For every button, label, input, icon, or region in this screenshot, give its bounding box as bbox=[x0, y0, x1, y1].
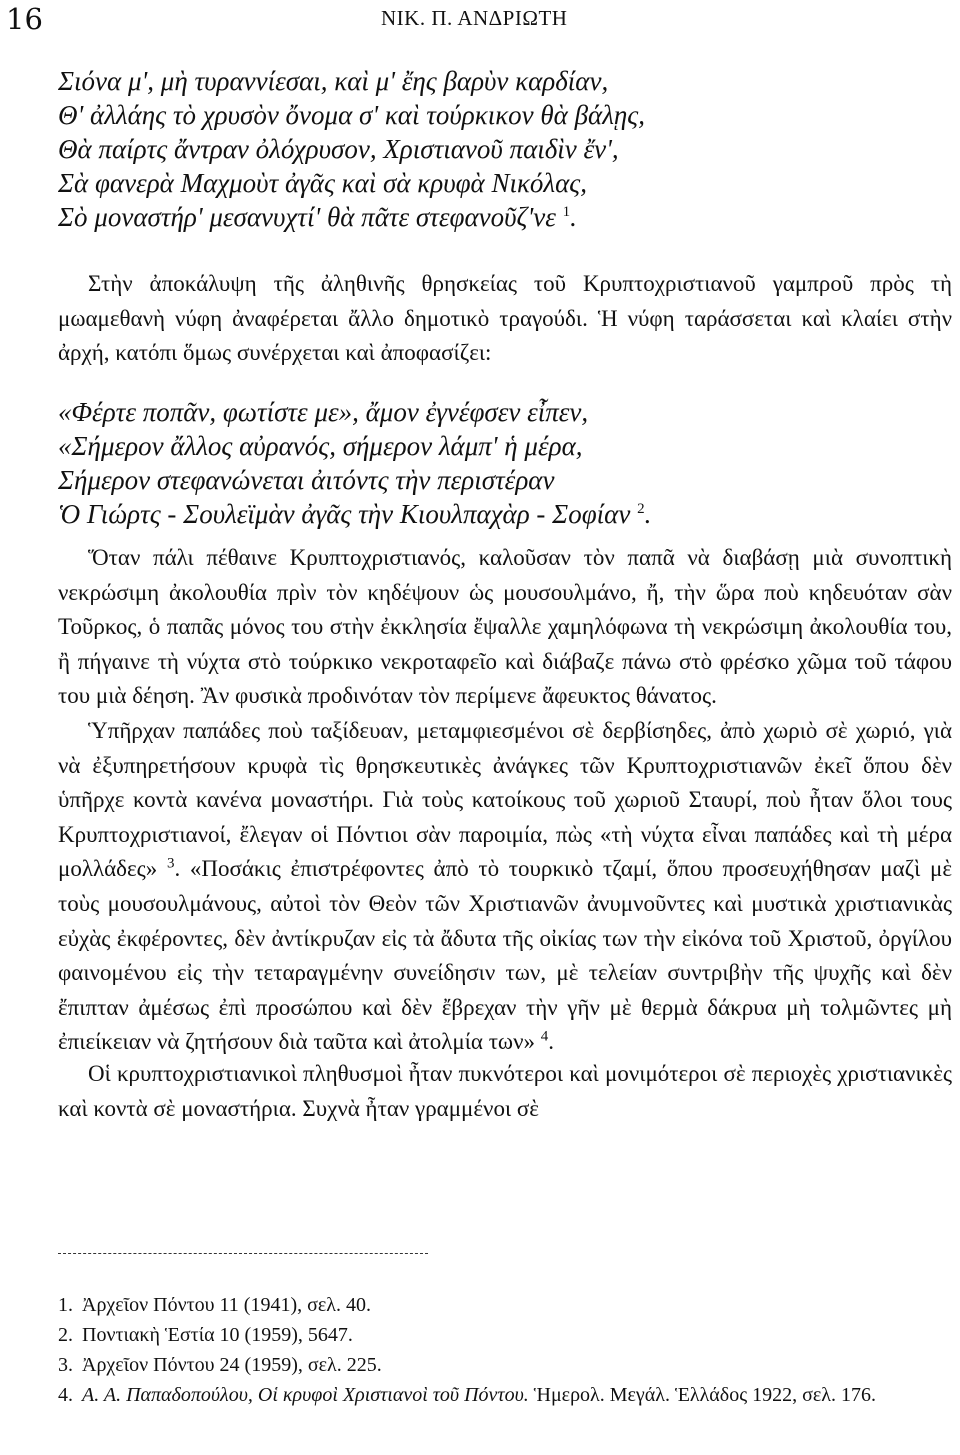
footnote-ref: 1 bbox=[562, 204, 571, 220]
footnote-divider bbox=[58, 1253, 428, 1254]
poem-line: Ὁ Γιώρτς - Σουλεϊμὰν ἀγᾶς τὴν Κιουλπαχὰρ - Σοφίαν $^2$. bbox=[58, 499, 652, 529]
footnote-ref: 2 bbox=[637, 501, 645, 517]
footnote: 1. Ἀρχεῖον Πόντου 11 (1941), σελ. 40. bbox=[58, 1294, 372, 1316]
paragraph-2 bbox=[58, 541, 952, 1060]
footnote-ref: 3 bbox=[166, 855, 175, 872]
poem-block-1 bbox=[58, 64, 645, 234]
poem-line: «Σήμερον ἄλλος αὐρανός, σήμερον λάμπ' ἡ μέρα, bbox=[58, 431, 583, 461]
paragraph-2b: Ὑπῆρχαν παπάδες ποὺ ταξίδευαν, μεταμφιεσμένοι σὲ δερβίσηδες, ἀπὸ χωριὸ σὲ χωριό, γιὰ νὰ ἐξυπηρετήσουν κρυφὰ τὶς θρησκευτικὲς ἀνάγκες τῶν Κρυπτοχριστιανῶν ἐκεῖ ὅπου δὲν ὑπῆρχε κοντὰ κανένα μοναστήρι. Γιὰ τοὺς κατοίκους τοῦ χωριοῦ Σταυρί, ποὺ ἦταν ὅλοι τους Κρυπτοχριστιανοί, ἔλεγαν οἱ Πόντιοι σὰν παροιμία, πὼς «τὴ νύχτα εἶναι παπάδες καὶ τὴ μέρα μολλάδες» $^3$. «Ποσάκις ἐπιστρέφοντες ἀπὸ τὸ τουρκικὸ τζαμί, ὅπου προσευχήθησαν μαζὶ μὲ τοὺς μουσουλμάνους, αὐτοὶ τὸν Θεὸν τῶν Χριστιανῶν ἀνυμνοῦντες καὶ μυστικὰ χριστιανικὰς εὐχὰς ἐκφέροντες, δὲν ἀντίκρυζαν εἰς τὰ ἄδυτα τῆς οἰκίας των τὴν εἰκόνα τοῦ Χριστοῦ, ὀργίλου φαινομένου εἰς τὴν τεταραγμένην συνείδησιν των, μὲ τελείαν συντριβὴν τῆς ψυχῆς καὶ δὲν ἔπιπταν ἀμέσως ἐπὶ προσώπου καὶ δὲν ἔβρεχαν τὴν γῆν μὲ θερμὰ δάκρυα μὴ τολμῶντες μὴ ἐπιείκειαν νὰ ζητήσουν διὰ ταῦτα καὶ ἀτολμία των» $^4$. bbox=[58, 717, 952, 1055]
paragraph-3: Οἱ κρυπτοχριστιανικοὶ πληθυσμοὶ ἦταν πυκνότεροι καὶ μονιμότεροι σὲ περιοχὲς χριστιανικὲς καὶ κοντὰ σὲ μοναστήρια. Συχνὰ ἦταν γραμμένοι σὲ bbox=[58, 1061, 952, 1121]
running-head: ΝΙΚ. Π. ΑΝΔΡΙΩΤΗ bbox=[381, 6, 568, 30]
poem-line: Σὸ μοναστήρ' μεσανυχτί' θὰ πᾶτε στεφανοῦζ'νε $^1$. bbox=[58, 202, 577, 232]
footnote: 2. Ποντιακὴ Ἑστία 10 (1959), 5647. bbox=[58, 1324, 353, 1346]
poem-line: Σιόνα μ', μὴ τυραννίεσαι, καὶ μ' ἔης βαρὺν καρδίαν, bbox=[58, 66, 609, 96]
footnote: 3. Ἀρχεῖον Πόντου 24 (1959), σελ. 225. bbox=[58, 1354, 382, 1376]
poem-block-2 bbox=[58, 395, 651, 531]
poem-line: «Φέρτε ποπᾶν, φωτίστε με», ἄμον ἐγνέφσεν εἶπεν, bbox=[58, 397, 589, 427]
poem-line: Θὰ παίρτς ἄντραν ὀλόχρυσον, Χριστιανοῦ παιδὶν ἔν', bbox=[58, 134, 619, 164]
footnotes bbox=[58, 1290, 938, 1410]
paragraph-2a: Ὅταν πάλι πέθαινε Κρυπτοχριστιανός, καλοῦσαν τὸν παπᾶ νὰ διαβάσῃ μιὰ συνοπτικὴ νεκρώσιμη ἀκολουθία πρὶν τὸν κηδέψουν ὡς μουσουλμάνο, ἤ, τὴν ὥρα ποὺ κηδευόταν σὰν Τοῦρκος, ὁ παπᾶς μόνος του στὴν ἐκκλησία ἔψαλλε χαμηλόφωνα τὴ νεκρώσιμη ἀκολουθία του, ἢ πήγαινε τὴ νύχτα στὸ τούρκικο νεκροταφεῖο καὶ διάβαζε πάνω στὸ φρέσκο χῶμα τοῦ τάφου του μιὰ δέηση. Ἂν φυσικὰ προδινόταν τὸν περίμενε ἄφευκτος θάνατος. bbox=[58, 545, 952, 709]
page-number: 16 bbox=[6, 2, 43, 36]
footnote-ref: 4 bbox=[540, 1028, 549, 1045]
footnote: 4. Α. Α. Παπαδοπούλου, Οἱ κρυφοὶ Χριστιανοὶ τοῦ Πόντου. Ἡμερολ. Μεγάλ. Ἑλλάδος 1922, σελ. 176. bbox=[58, 1384, 877, 1406]
poem-line: Σὰ φανερὰ Μαχμοὺτ ἀγᾶς καὶ σὰ κρυφὰ Νικόλας, bbox=[58, 168, 588, 198]
poem-line: Θ' ἀλλάης τὸ χρυσὸν ὄνομα σ' καὶ τούρκικον θὰ βάλῃς, bbox=[58, 100, 645, 130]
poem-line: Σήμερον στεφανώνεται ἀιτόντς τὴν περιστέραν bbox=[58, 465, 555, 495]
paragraph-1: Στὴν ἀποκάλυψη τῆς ἀληθινῆς θρησκείας τοῦ Κρυπτοχριστιανοῦ γαμπροῦ πρὸς τὴ μωαμεθανὴ νύφη ἀναφέρεται ἄλλο δημοτικὸ τραγούδι. Ἡ νύφη ταράσσεται καὶ κλαίει στὴν ἀρχή, κατόπι ὅμως συνέρχεται καὶ ἀποφασίζει: bbox=[58, 271, 952, 366]
